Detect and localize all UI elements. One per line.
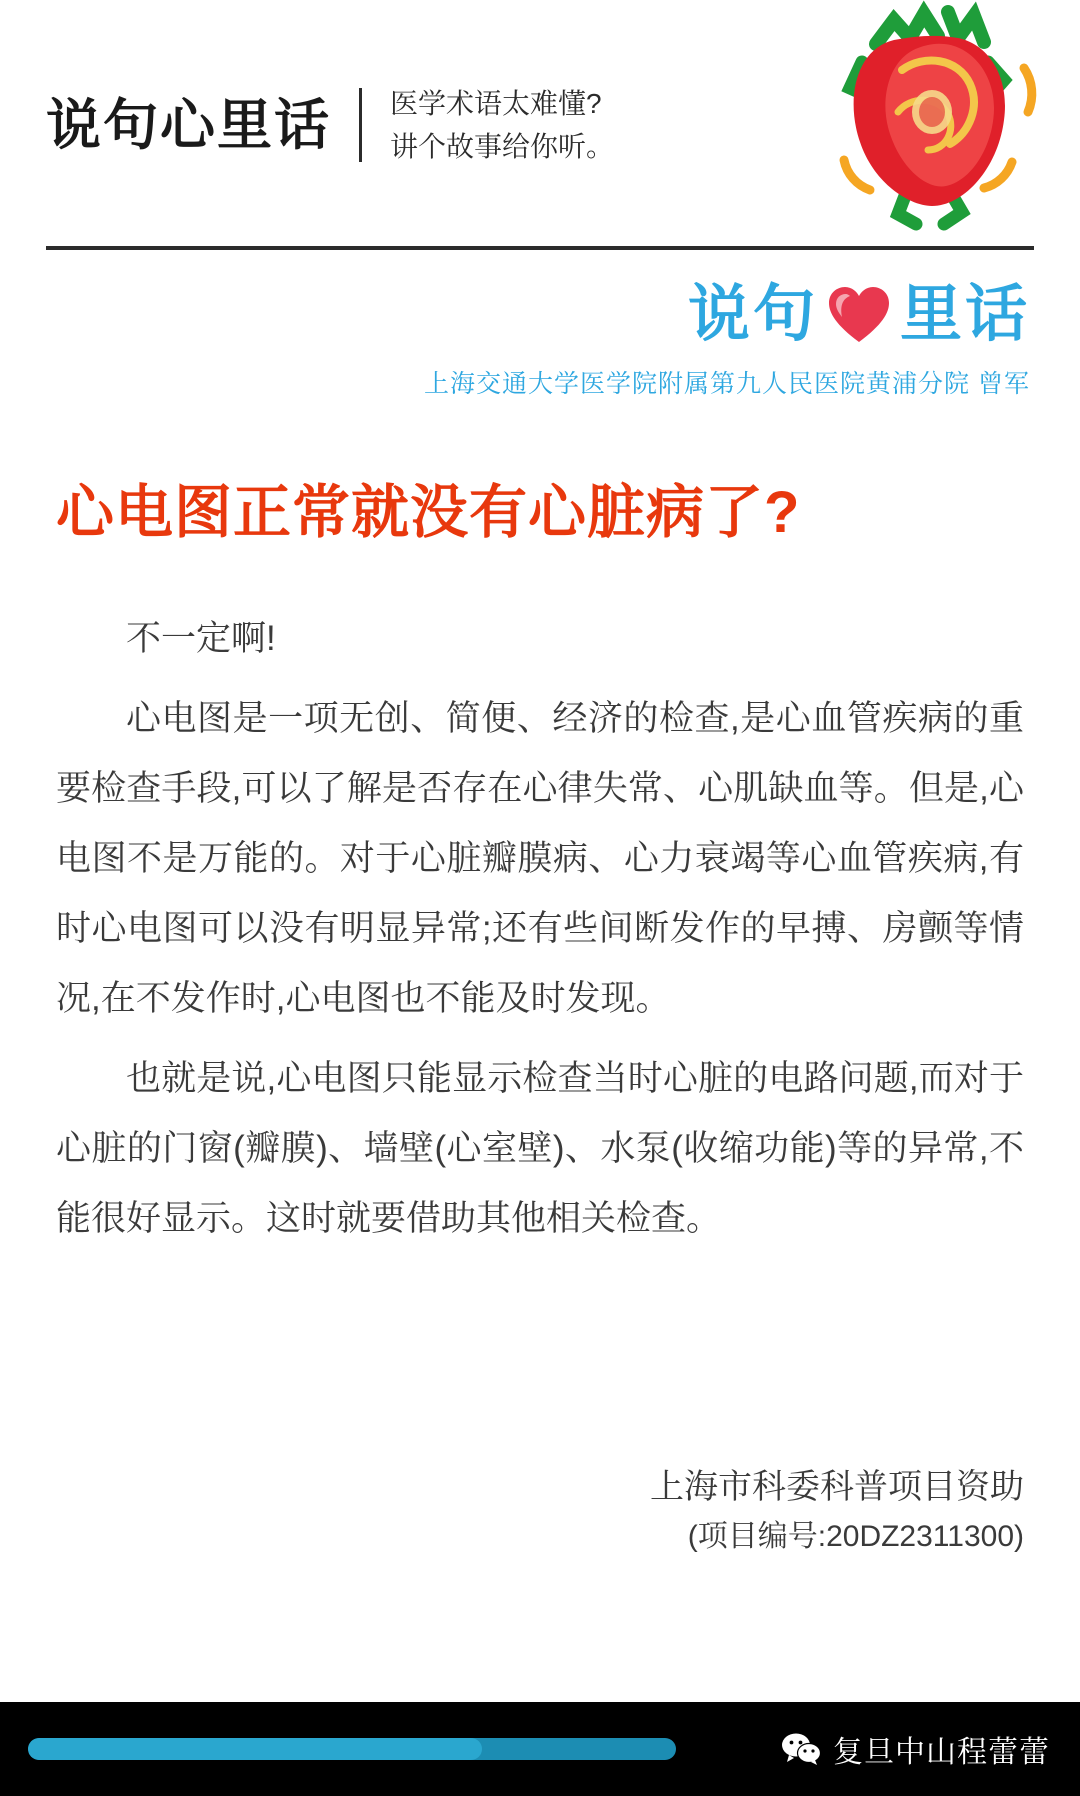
author-byline: 上海交通大学医学院附属第九人民医院黄浦分院 曾军 bbox=[424, 370, 1030, 398]
masthead bbox=[0, 0, 1080, 250]
account-name: 复旦中山程蕾蕾 bbox=[833, 1736, 1050, 1769]
publication-logo-block bbox=[0, 280, 1080, 400]
progress-bar-fill bbox=[28, 1738, 482, 1760]
brand-subtitle-line-1: 医学术语太难懂? bbox=[390, 87, 602, 119]
brand-subtitle bbox=[390, 82, 614, 169]
brand-subtitle-line-2: 讲个故事给你听。 bbox=[390, 131, 615, 162]
article-paragraph: 也就是说,心电图只能显示检查当时心脏的电路问题,而对于心脏的门窗(瓣膜)、墙壁(心室壁)、水泵(收缩功能)等的异常,不能很好显示。这时就要借助其他相关检查。 bbox=[56, 1058, 1024, 1238]
logo-line bbox=[0, 280, 1030, 349]
bottom-bar bbox=[0, 1702, 1080, 1796]
funding-line-1: 上海市科委科普项目资助 bbox=[650, 1468, 1024, 1506]
article-paragraph: 不一定啊! bbox=[126, 618, 276, 658]
masthead-divider bbox=[46, 246, 1034, 250]
logo-text-right: 里话 bbox=[899, 280, 1030, 349]
page-title: 心电图正常就没有心脏病了? bbox=[56, 480, 801, 545]
progress-bar[interactable] bbox=[28, 1738, 676, 1760]
funding-line-2: (项目编号:20DZ2311300) bbox=[687, 1520, 1024, 1553]
wechat-icon bbox=[781, 1732, 821, 1766]
account-badge[interactable] bbox=[781, 1702, 1050, 1796]
article-paragraph: 心电图是一项无创、简便、经济的检查,是心血管疾病的重要检查手段,可以了解是否存在心律失常、心肌缺血等。但是,心电图不是万能的。对于心脏瓣膜病、心力衰竭等心血管疾病,有时心电图可以没有明显异常;还有些间断发作的早搏、房颤等情况,在不发作时,心电图也不能及时发现。 bbox=[56, 698, 1024, 1018]
article-body bbox=[0, 604, 1080, 1254]
funding-note bbox=[650, 1462, 1024, 1561]
anatomical-heart-icon bbox=[798, 0, 1058, 242]
brand-divider bbox=[359, 88, 362, 162]
heart-icon bbox=[826, 285, 892, 345]
logo-text-left: 说句 bbox=[687, 280, 818, 349]
brand-title: 说句心里话 bbox=[46, 93, 332, 156]
